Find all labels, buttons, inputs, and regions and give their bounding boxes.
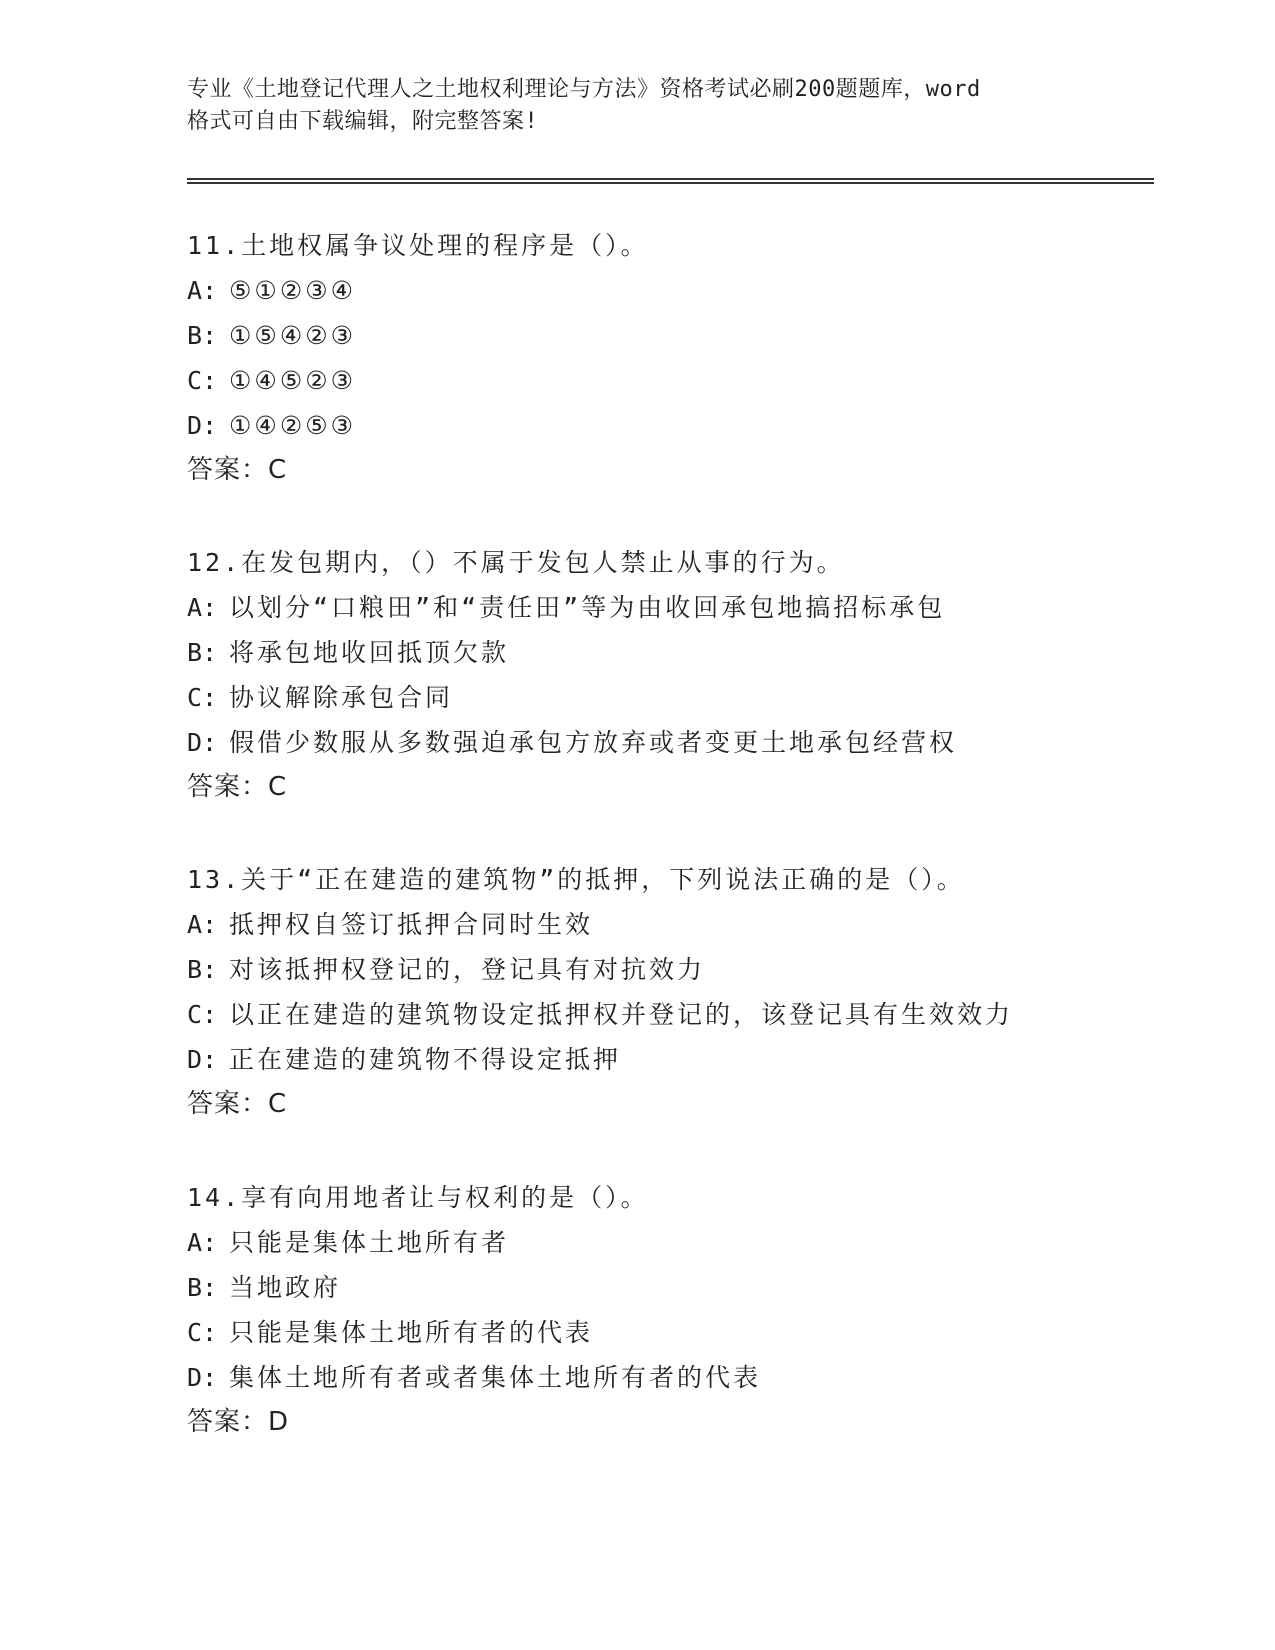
option-a (187, 585, 1187, 630)
option-text: 当地政府 (229, 1273, 342, 1302)
header-line-1: 专业《土地登记代理人之土地权利理论与方法》资格考试必刷200题题库，word (187, 77, 981, 102)
option-b (187, 630, 1187, 675)
option-label: D: (187, 728, 218, 757)
option-text: 对该抵押权登记的，登记具有对抗效力 (229, 955, 706, 984)
question-block (187, 223, 1187, 493)
option-text: ⑤①②③④ (229, 276, 357, 305)
option-text: ①④②⑤③ (229, 411, 357, 440)
option-text: 以划分“口粮田”和“责任田”等为由收回承包地搞招标承包 (229, 593, 946, 622)
option-label: C: (187, 683, 218, 712)
question-block (187, 540, 1187, 810)
question-stem: 13.关于“正在建造的建筑物”的抵押，下列说法正确的是（）。 (187, 865, 965, 894)
option-label: C: (187, 1318, 218, 1347)
question-block (187, 857, 1187, 1127)
option-a (187, 902, 1187, 947)
option-text: 正在建造的建筑物不得设定抵押 (229, 1045, 622, 1074)
option-text: 协议解除承包合同 (229, 683, 454, 712)
header-divider (187, 178, 1154, 184)
option-label: A: (187, 1228, 218, 1257)
option-text: 以正在建造的建筑物设定抵押权并登记的，该登记具有生效效力 (229, 1000, 1014, 1029)
question-block (187, 1175, 1187, 1445)
option-a (187, 1220, 1187, 1265)
option-d (187, 1037, 1187, 1082)
header-line-2: 格式可自由下载编辑，附完整答案! (187, 109, 539, 134)
question-stem: 14.享有向用地者让与权利的是（）。 (187, 1183, 649, 1212)
document-header (187, 74, 1067, 138)
option-label: C: (187, 1000, 218, 1029)
option-text: ①⑤④②③ (229, 321, 357, 350)
option-a (187, 268, 1187, 313)
option-c (187, 358, 1187, 403)
option-label: B: (187, 638, 218, 667)
option-text: 集体土地所有者或者集体土地所有者的代表 (229, 1363, 762, 1392)
option-label: D: (187, 1045, 218, 1074)
option-label: D: (187, 1363, 218, 1392)
option-text: 只能是集体土地所有者的代表 (229, 1318, 594, 1347)
option-label: D: (187, 411, 218, 440)
option-text: ①④⑤②③ (229, 366, 357, 395)
option-label: B: (187, 955, 218, 984)
question-stem: 12.在发包期内，（）不属于发包人禁止从事的行为。 (187, 548, 845, 577)
option-d (187, 403, 1187, 448)
option-label: A: (187, 593, 218, 622)
answer: 答案：C (187, 772, 288, 802)
answer: 答案：D (187, 1407, 290, 1437)
option-c (187, 675, 1187, 720)
option-text: 假借少数服从多数强迫承包方放弃或者变更土地承包经营权 (229, 728, 958, 757)
option-d (187, 1355, 1187, 1400)
option-label: B: (187, 1273, 218, 1302)
answer: 答案：C (187, 455, 288, 485)
option-label: A: (187, 910, 218, 939)
option-label: B: (187, 321, 218, 350)
option-d (187, 720, 1187, 765)
answer: 答案：C (187, 1089, 288, 1119)
option-text: 将承包地收回抵顶欠款 (229, 638, 510, 667)
option-text: 只能是集体土地所有者 (229, 1228, 510, 1257)
option-c (187, 992, 1187, 1037)
option-text: 抵押权自签订抵押合同时生效 (229, 910, 594, 939)
option-b (187, 313, 1187, 358)
option-label: C: (187, 366, 218, 395)
question-stem: 11.土地权属争议处理的程序是（）。 (187, 231, 649, 260)
option-b (187, 947, 1187, 992)
option-b (187, 1265, 1187, 1310)
option-label: A: (187, 276, 218, 305)
option-c (187, 1310, 1187, 1355)
